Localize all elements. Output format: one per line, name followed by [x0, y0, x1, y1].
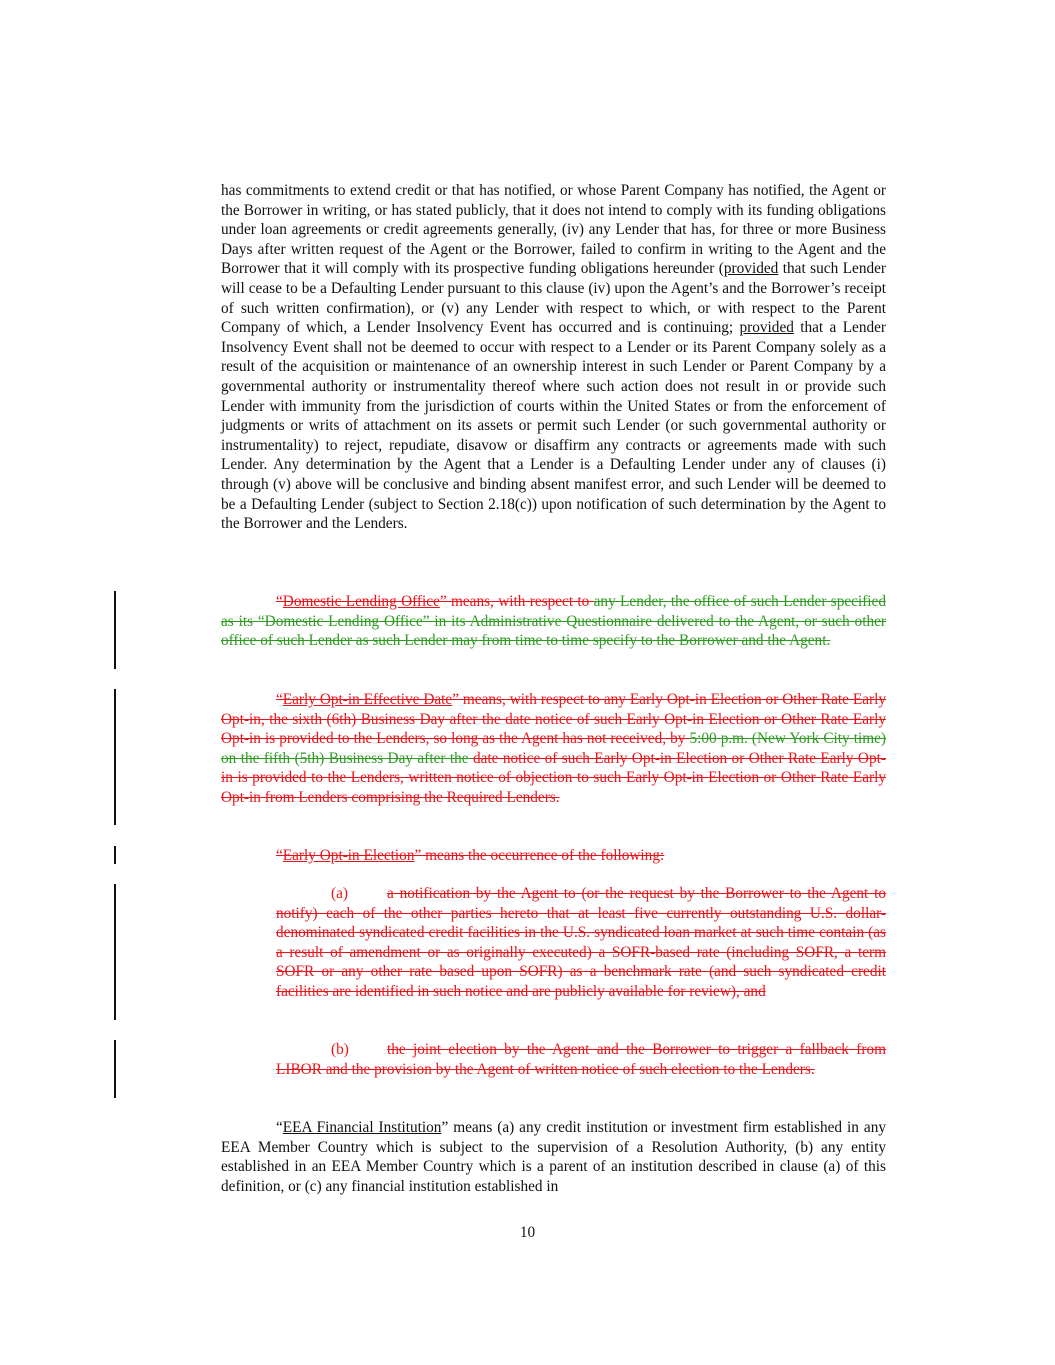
deleted-text: date notice of such Early Opt-in Election or Other Rate Early Opt-in is provided to the Lenders, written notice of objection to such Early Opt-in Election or Other Rate Early Opt-in from Lenders comprising the Required Lenders.	[221, 749, 886, 806]
text-run: that such Lender will cease to be a Defaulting Lender pursuant to this clause (iv) upon the Agent’s and the Borrower’s receipt of such written confirmation), or (v) any Lender with respect to which, or with respect to the Parent Company of which, a Lender Insolvency Event has occurred and is continuing;	[221, 260, 887, 337]
deleted-text: “Domestic Lending Office” means, with respect to	[276, 593, 594, 610]
page-number: 10	[519, 1224, 536, 1241]
defined-term: Domestic Lending Office	[282, 593, 440, 610]
deleted-text: (a) a notification by the Agent to (or the request by the Borrower to the Agent to notify) each of the other parties hereto that at least five currently outstanding U.S. dollar-denominated syndicated credit facilities in the U.S. syndicated loan market at such time contain (as a result of amendment or as originally executed) a SOFR-based rate (including SOFR, a term SOFR or any other rate based upon SOFR) as a benchmark rate (and such syndicated credit facilities are identified in such notice and are publicly available for review), and	[276, 885, 886, 1000]
change-bar	[114, 689, 116, 825]
defaulting-lender-continuation	[221, 181, 886, 534]
text-run: ” means (a) any credit institution or investment firm established in any EEA Member Country which is subject to the supervision of a Resolution Authority, (b) any entity established in an EEA Member Country which is a parent of an institution described in clause (a) of this definition, or (c) any financial institution established in	[221, 1119, 886, 1195]
clause-a	[276, 884, 886, 1002]
deleted-moved-text: 5:00 p.m. (New York City time) on the fifth (5th) Business Day after the	[221, 730, 886, 767]
deleted-text: “Early Opt-in Election” means the occurrence of the following:	[276, 847, 665, 864]
change-bar	[114, 1040, 116, 1098]
definition-eea-financial-institution: “EEA Financial Institution” means (a) any credit institution or investment firm established in any EEA Member Country which is subject to the supervision of a Resolution Authority, (b) any entity established in an EEA Member Country which is a parent of an institution described in clause (a) of this definition, or (c) any financial institution established in	[221, 1119, 886, 1195]
definition-early-opt-in-effective-date	[221, 690, 886, 808]
deleted-text: “Early Opt-in Effective Date” means, with respect to any Early Opt-in Election or Other Rate Early Opt-in, the sixth (6th) Business Day after the date notice of such Early Opt-in Election or Other Rate Early Opt-in is provided to the Lenders, so long as the Agent has not received, by	[221, 691, 886, 748]
deleted-moved-text: any Lender, the office of such Lender specified as its “Domestic Lending Office” in its Administrative Questionnaire delivered to the Agent, or such other office of such Lender as such Lender may from time to time specify to the Borrower and the Agent.	[221, 593, 886, 650]
provided-term: provided	[723, 260, 779, 278]
deleted-text: (b) the joint election by the Agent and the Borrower to trigger a fallback from LIBOR and the provision by the Agent of written notice of such election to the Lenders.	[276, 1041, 886, 1078]
definition-early-opt-in-election	[221, 846, 886, 866]
provided-term: provided	[739, 319, 794, 337]
defined-term: Early Opt-in Effective Date	[282, 691, 453, 708]
text-run: has commitments to extend credit or that has notified, or whose Parent Company has notified, the Agent or the Borrower in writing, or has stated publicly, that it does not intend to comply with its funding obligations under loan agreements or credit agreements generally, (iv) any Lender that has, for three or more Business Days after written request of the Agent or the Borrower, failed to confirm in writing to the Agent and the Borrower that it will comply with its prospective funding obligations hereunder (	[221, 182, 886, 278]
clause-label: (b)	[331, 1041, 349, 1058]
defined-term: Early Opt-in Election	[282, 847, 415, 864]
clause-label: (a)	[331, 885, 348, 902]
text-run: that a Lender Insolvency Event shall not be deemed to occur with respect to a Lender or its Parent Company solely as a result of the acquisition or maintenance of an ownership interest in such Lender or Parent Company by a governmental authority or instrumentality thereof where such action does not result in or provide such Lender with immunity from the jurisdiction of courts within the United States or from the enforcement of judgments or writs of attachment on its assets or permit such Lender (or such governmental authority or instrumentality) to reject, repudiate, disavow or disaffirm any contracts or agreements made with such Lender. Any determination by the Agent that a Lender is a Defaulting Lender under any of clauses (i) through (v) above will be conclusive and binding absent manifest error, and such Lender will be deemed to be a Defaulting Lender (subject to Section 2.18(c)) upon notification of such determination by the Agent to the Borrower and the Lenders.	[221, 319, 887, 533]
definition-domestic-lending-office	[221, 592, 886, 651]
change-bar	[114, 884, 116, 1020]
clause-b	[276, 1040, 886, 1079]
defined-term: EEA Financial Institution	[282, 1119, 442, 1136]
change-bar	[114, 846, 116, 864]
change-bar	[114, 591, 116, 669]
